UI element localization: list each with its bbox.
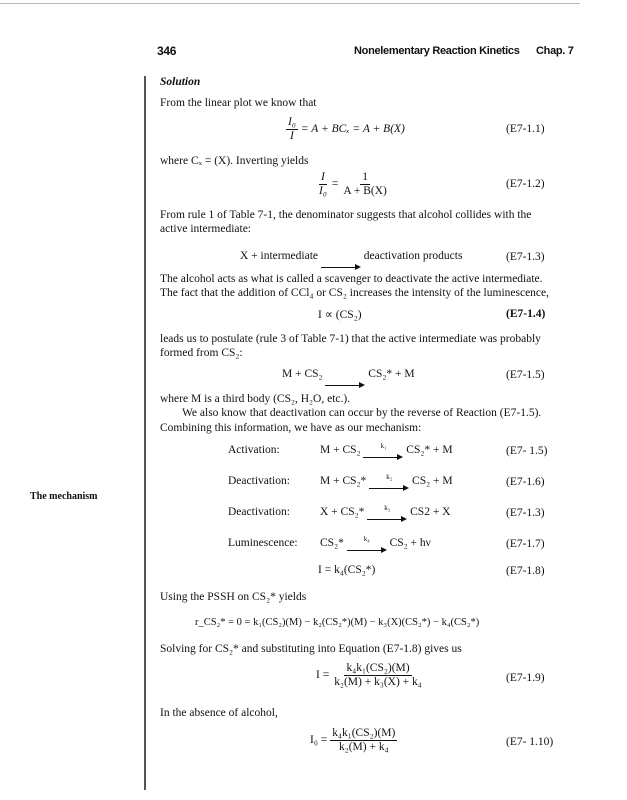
- step-products: CS₂ + hν: [389, 537, 431, 549]
- paragraph: From the linear plot we know that: [160, 97, 317, 109]
- equation-number: (E7-1.6): [506, 476, 545, 488]
- step-label: Deactivation:: [228, 506, 290, 518]
- paragraph: where M is a third body (CS₂, H₂O, etc.).: [160, 393, 351, 405]
- equation-lhs: X + intermediate: [240, 250, 319, 262]
- rate-constant: k₄: [363, 535, 370, 544]
- equation-e7-1-9: [316, 662, 427, 689]
- equation-number: (E7-1.7): [506, 538, 545, 550]
- paragraph: formed from CS₂:: [160, 347, 243, 359]
- margin-bar: [144, 76, 146, 790]
- step-reactants: X + CS₂*: [320, 506, 365, 518]
- equation-e7-1-4: I ∝ (CS₂): [318, 309, 362, 321]
- rate-constant: k₃: [384, 504, 391, 513]
- chapter-label: Chap. 7: [536, 45, 574, 57]
- step-label: Luminescence:: [228, 537, 298, 549]
- rate-constant: k₁: [380, 442, 387, 451]
- equation-rhs: = A + BCₓ = A + B(X): [300, 123, 405, 136]
- equation-number: (E7- 1.10): [506, 736, 554, 748]
- margin-note: The mechanism: [30, 491, 98, 502]
- step-reactants: CS₂*: [320, 537, 344, 549]
- equation-number: (E7-1.4): [506, 308, 546, 320]
- equals: =: [331, 178, 339, 191]
- equation-number: (E7-1.2): [506, 178, 545, 190]
- numerator: k₄k₁(CS₂)(M): [346, 662, 410, 674]
- paragraph: Using the PSSH on CS₂* yields: [160, 591, 307, 603]
- equation-e7-1-1: [283, 116, 405, 143]
- equation-e7-1-5: [282, 368, 415, 380]
- solution-heading: Solution: [160, 76, 201, 88]
- equation-lhs: I₀ =: [310, 734, 328, 747]
- paragraph: From rule 1 of Table 7-1, the denominator suggests that alcohol collides with the: [160, 209, 532, 221]
- reaction-arrow-icon: [367, 504, 407, 516]
- equation-e7-1-8: I = k₄(CS₂*): [318, 564, 376, 576]
- equation-number: (E7-1.5): [506, 369, 545, 381]
- paragraph: Combining this information, we have as our mechanism:: [160, 422, 422, 434]
- numerator: I₀: [288, 116, 296, 128]
- equation-rhs: CS₂* + M: [368, 368, 415, 380]
- paragraph: In the absence of alcohol,: [160, 707, 278, 719]
- paragraph: We also know that deactivation can occur by the reverse of Reaction (E7-1.5).: [182, 407, 542, 419]
- denominator: k₂(M) + k₄: [338, 741, 389, 753]
- step-label: Activation:: [228, 444, 280, 456]
- equation-rhs: deactivation products: [363, 250, 463, 262]
- equation-e7-1-2: [314, 171, 392, 198]
- denominator: A + B(X): [343, 185, 387, 197]
- reaction-arrow-icon: [369, 473, 409, 485]
- equation-lhs: I =: [316, 669, 330, 682]
- denominator: I: [289, 130, 294, 142]
- numerator: I: [320, 171, 325, 183]
- step-products: CS2 + X: [410, 506, 451, 518]
- equation-number: (E7-1.3): [506, 251, 545, 263]
- page-number: 346: [157, 44, 177, 58]
- paragraph: leads us to postulate (rule 3 of Table 7-1) that the active intermediate was probably: [160, 333, 541, 345]
- mechanism-step: [228, 444, 453, 456]
- equation-number: (E7-1.9): [506, 672, 545, 684]
- paragraph: active intermediate:: [160, 223, 251, 235]
- step-products: CS₂ + M: [412, 475, 453, 487]
- running-title: Nonelementary Reaction Kinetics: [354, 45, 520, 57]
- rate-constant: k₂: [386, 473, 393, 482]
- numerator: 1: [362, 171, 368, 183]
- paragraph: The fact that the addition of CCl₄ or CS₂ increases the intensity of the luminescence,: [160, 287, 550, 299]
- denominator: k₂(M) + k₃(X) + k₄: [334, 676, 422, 688]
- step-label: Deactivation:: [228, 475, 290, 487]
- paragraph: where Cₓ = (X). Inverting yields: [160, 155, 309, 167]
- equation-e7-1-10: [310, 727, 400, 754]
- mechanism-step: [228, 506, 450, 518]
- equation-number: (E7-1.1): [506, 123, 545, 135]
- paragraph: Solving for CS₂* and substituting into Equation (E7-1.8) gives us: [160, 643, 462, 655]
- step-reactants: M + CS₂*: [320, 475, 367, 487]
- mechanism-step: [228, 537, 431, 549]
- top-rule: [0, 3, 580, 4]
- reaction-arrow-icon: [347, 535, 387, 547]
- equation-e7-1-3: [240, 250, 462, 262]
- paragraph: The alcohol acts as what is called a scavenger to deactivate the active intermediate.: [160, 273, 543, 285]
- rate-equation: r_CS₂* = 0 = k₁(CS₂)(M) − k₂(CS₂*)(M) − k₃(X)(CS₂*) − k₄(CS₂*): [195, 617, 480, 628]
- equation-number: (E7-1.3): [506, 507, 545, 519]
- step-reactants: M + CS₂: [320, 444, 361, 456]
- equation-lhs: M + CS₂: [282, 368, 323, 380]
- mechanism-step: [228, 475, 453, 487]
- reaction-arrow-icon: [363, 442, 403, 454]
- denominator: I₀: [319, 185, 327, 197]
- numerator: k₄k₁(CS₂)(M): [332, 727, 396, 739]
- equation-number: (E7-1.8): [506, 565, 545, 577]
- step-products: CS₂* + M: [406, 444, 453, 456]
- equation-number: (E7- 1.5): [506, 445, 548, 457]
